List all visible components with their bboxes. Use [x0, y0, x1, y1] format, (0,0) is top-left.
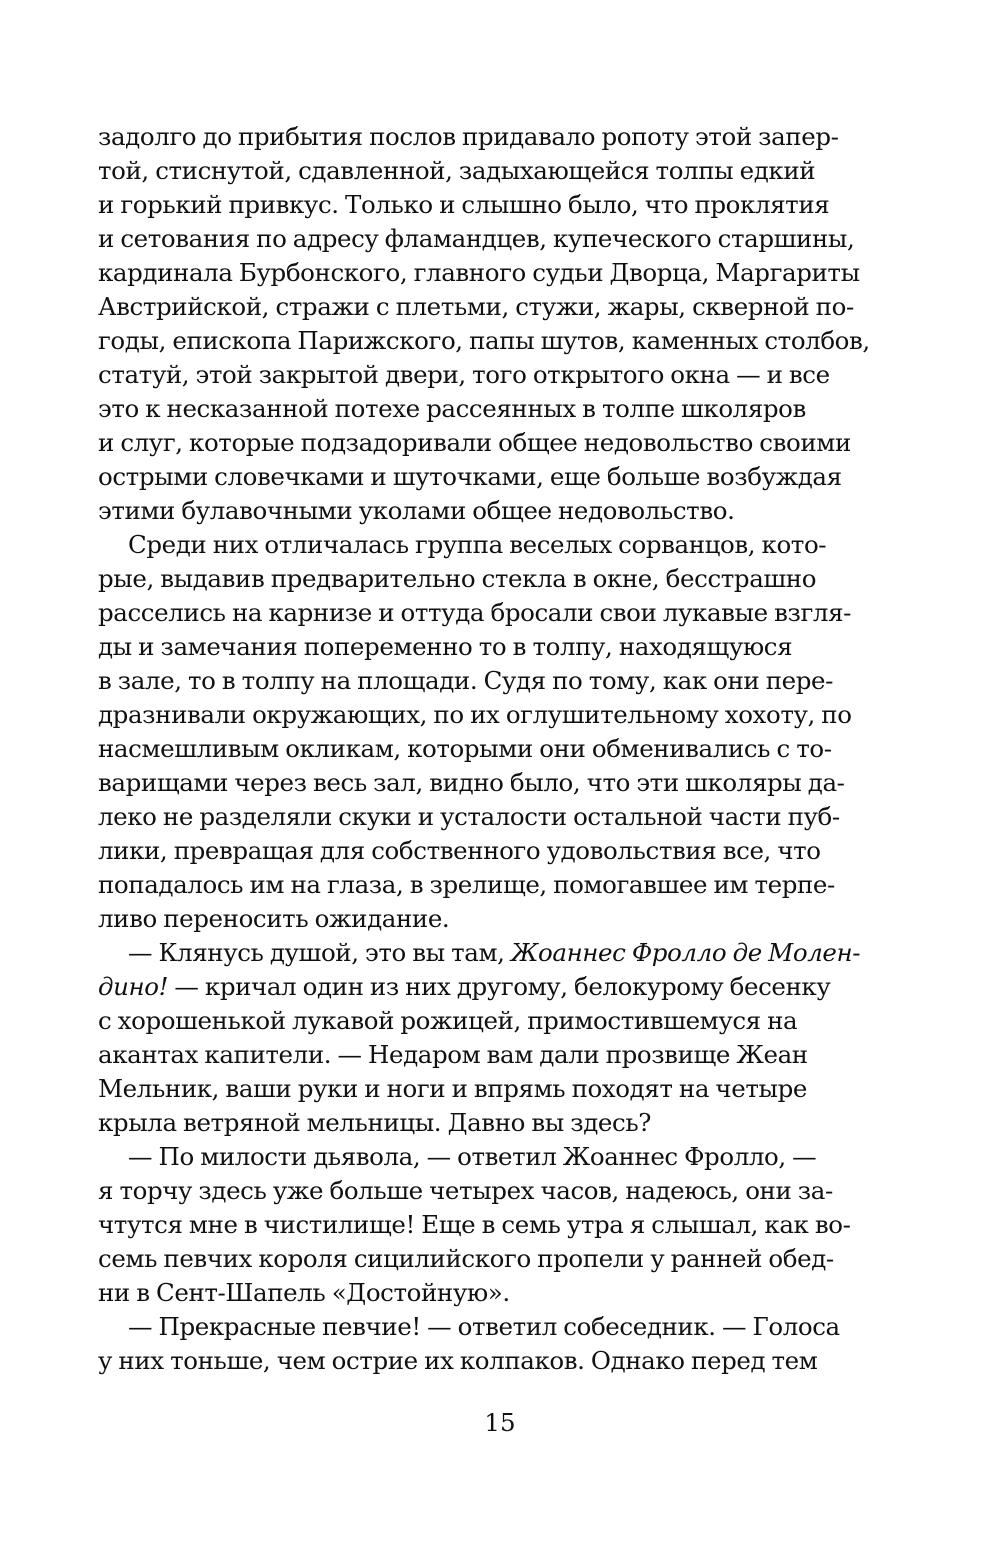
body-text [98, 122, 870, 1380]
text-line: кардинала Бурбонского, главного судьи Дворца, Маргариты [98, 258, 860, 287]
text-line: акантах капители. — Недаром вам дали прозвище Жеан [98, 1040, 808, 1069]
text-line: этими булавочными уколами общее недовольство. [98, 496, 735, 525]
text-line: у них тоньше, чем острие их колпаков. Однако перед тем [98, 1346, 818, 1375]
italic-name: Жоаннес Фролло де Молен- [510, 938, 861, 967]
page-number: 15 [484, 1408, 516, 1437]
text-line: чтутся мне в чистилище! Еще в семь утра я слышал, как во- [98, 1210, 851, 1239]
text-line: крыла ветряной мельницы. Давно вы здесь? [98, 1108, 651, 1137]
text-line: острыми словечками и шуточками, еще больше возбуждая [98, 462, 842, 491]
text-line: Австрийской, стражи с плетьми, стужи, жары, скверной по- [98, 292, 854, 321]
text-line: дразнивали окружающих, по их оглушительному хохоту, по [98, 700, 852, 729]
text-line: лики, превращая для собственного удовольствия все, что [98, 836, 821, 865]
text-line: задолго до прибытия послов придавало ропоту этой запер- [98, 122, 839, 151]
text-line: ды и замечания попеременно то в толпу, находящуюся [98, 632, 793, 661]
text-line: варищами через весь зал, видно было, что эти школяры да- [98, 768, 845, 797]
text-line: — Прекрасные певчие! — ответил собеседник. — Голоса [128, 1312, 840, 1341]
text-line: — По милости дьявола, — ответил Жоаннес Фролло, — [128, 1142, 817, 1171]
text-line: Мельник, ваши руки и ноги и впрямь походят на четыре [98, 1074, 807, 1103]
text-line: статуй, этой закрытой двери, того открытого окна — и все [98, 360, 830, 389]
text-line: и горький привкус. Только и слышно было, что проклятия [98, 190, 830, 219]
text-line: Среди них отличалась группа веселых сорванцов, кото- [128, 530, 827, 559]
text-line: в зале, то в толпу на площади. Судя по тому, как они пере- [98, 666, 834, 695]
text-line: это к несказанной потехе рассеянных в толпе школяров [98, 394, 806, 423]
text-line: и слуг, которые подзадоривали общее недовольство своими [98, 428, 851, 457]
text-line: расселись на карнизе и оттуда бросали свои лукавые взгля- [98, 598, 852, 627]
text-line: рые, выдавив предварительно стекла в окне, бесстрашно [98, 564, 817, 593]
italic-name: дино! [98, 972, 169, 1001]
text-line: я торчу здесь уже больше четырех часов, надеюсь, они за- [98, 1176, 833, 1205]
text-line: той, стиснутой, сдавленной, задыхающейся толпы едкий [98, 156, 816, 185]
text-line: годы, епископа Парижского, папы шутов, каменных столбов, [98, 326, 870, 355]
text-line: попадалось им на глаза, в зрелище, помогавшее им терпе- [98, 870, 835, 899]
text-line: семь певчих короля сицилийского пропели у ранней обед- [98, 1244, 834, 1273]
text-line: и сетования по адресу фламандцев, купеческого старшины, [98, 224, 855, 253]
text-line: ливо переносить ожидание. [98, 904, 450, 933]
text-line: дино! — кричал один из них другому, белокурому бесенку [98, 972, 831, 1001]
text-line: с хорошенькой лукавой рожицей, примостившемуся на [98, 1006, 798, 1035]
text-line: — Клянусь душой, это вы там, Жоаннес Фролло де Молен- [128, 938, 861, 967]
text-line: ни в Сент-Шапель «Достойную». [98, 1278, 510, 1307]
text-line: леко не разделяли скуки и усталости остальной части пуб- [98, 802, 840, 831]
text-line: насмешливым окликам, которыми они обменивались с то- [98, 734, 832, 763]
